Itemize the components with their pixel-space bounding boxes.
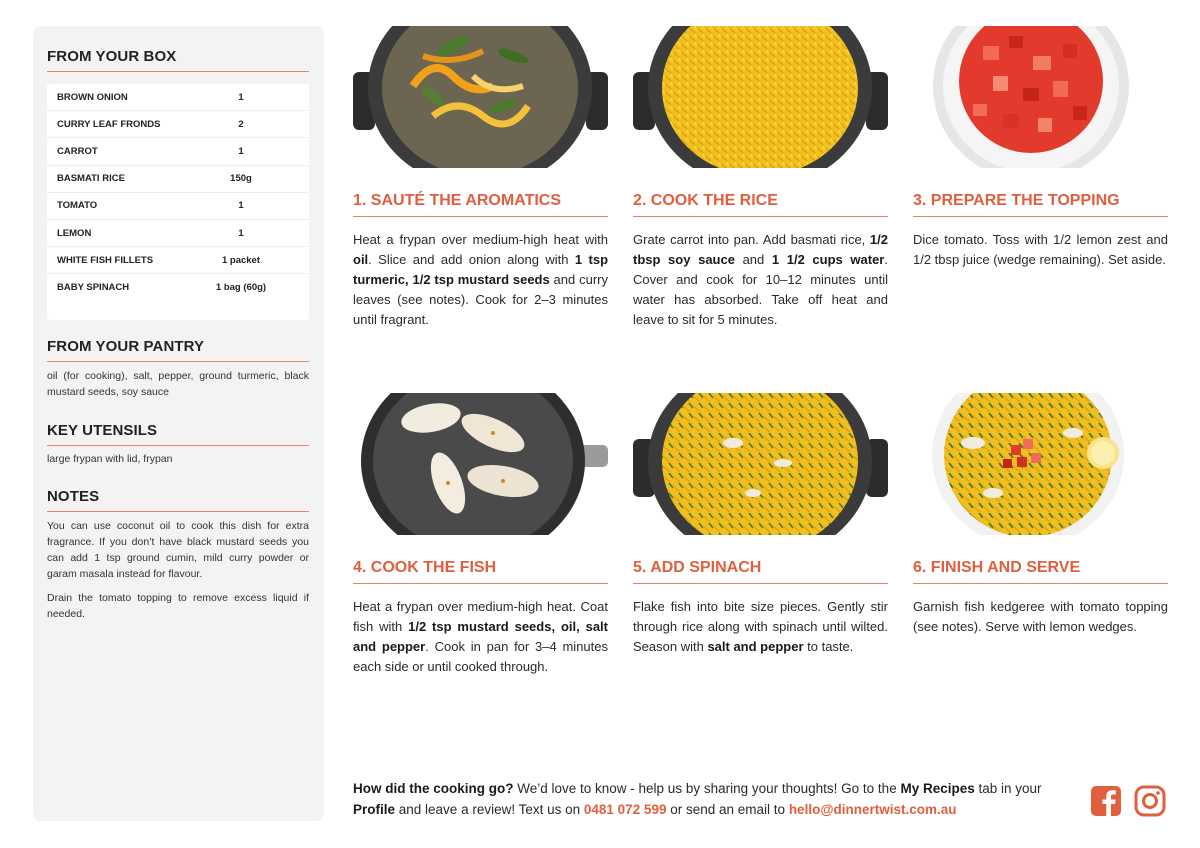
step-3-title: 3. PREPARE THE TOPPING <box>913 192 1168 217</box>
ingredient-row <box>47 166 309 193</box>
pantry-text: oil (for cooking), salt, pepper, ground turmeric, black mustard seeds, soy sauce <box>47 370 309 398</box>
step-6-body: Garnish fish kedgeree with tomato topping (see notes). Serve with lemon wedges. <box>913 599 1168 634</box>
ingredient-name: WHITE FISH FILLETS <box>57 254 154 266</box>
ingredient-qty: 150g <box>230 173 252 185</box>
notes-paragraph: Drain the tomato topping to remove excess liquid if needed. <box>47 592 309 620</box>
step-2-title: 2. COOK THE RICE <box>633 192 888 217</box>
facebook-icon[interactable] <box>1090 785 1122 817</box>
ingredient-row <box>47 193 309 220</box>
step-4-title: 4. COOK THE FISH <box>353 559 608 584</box>
step-2-body: Grate carrot into pan. Add basmati rice, 1/2 tbsp soy sauce and 1 1/2 cups water. Cover and cook for 10–12 minutes until water has absorbed. Take off heat and leave to sit for 5 minutes. <box>633 232 888 327</box>
ingredient-name: LEMON <box>57 227 92 239</box>
sidebar <box>33 26 324 821</box>
feedback-footer: How did the cooking go? We’d love to know - help us by sharing your thoughts! Go to the My Recipes tab in your Profile and leave a review! Text us on 0481 072 599 or send an email to hello@dinnertwist.com.au <box>353 781 1042 817</box>
ingredients-table <box>47 84 309 320</box>
step-5-body: Flake fish into bite size pieces. Gently stir through rice along with spinach until wilted. Season with salt and pepper to taste. <box>633 599 888 654</box>
ingredient-qty: 1 <box>238 145 244 157</box>
ingredient-row <box>47 138 309 165</box>
email-link[interactable]: hello@dinnertwist.com.au <box>788 802 957 817</box>
ingredient-name: TOMATO <box>57 200 98 212</box>
step-1-title: 1. SAUTÉ THE AROMATICS <box>353 192 608 217</box>
utensils-text: large frypan with lid, frypan <box>47 453 173 465</box>
step-4-body: Heat a frypan over medium-high heat. Coat fish with 1/2 tsp mustard seeds, oil, salt and pepper. Cook in pan for 3–4 minutes each side or until cooked through. <box>353 599 608 674</box>
step-1-body: Heat a frypan over medium-high heat with oil. Slice and add onion along with 1 tsp turmeric, 1/2 tsp mustard seeds and curry leaves (see notes). Cook for 2–3 minutes until fragrant. <box>353 232 609 327</box>
ingredient-name: BROWN ONION <box>57 91 128 103</box>
key-utensils-heading: KEY UTENSILS <box>47 422 309 446</box>
step-5-photo <box>633 393 888 535</box>
ingredient-name: BABY SPINACH <box>57 281 130 293</box>
step-3-photo <box>913 26 1168 168</box>
ingredient-qty: 2 <box>238 118 244 130</box>
from-your-box-heading: FROM YOUR BOX <box>47 48 309 72</box>
ingredient-name: CARROT <box>57 145 98 157</box>
step-3-body: Dice tomato. Toss with 1/2 lemon zest and 1/2 tbsp juice (wedge remaining). Set aside. <box>913 232 1168 267</box>
phone-number[interactable]: 0481 072 599 <box>583 802 667 817</box>
feedback-question: How did the cooking go? <box>353 781 514 796</box>
notes-paragraph: You can use coconut oil to cook this dish for extra fragrance. If you don’t have black mustard seeds you can add 1 tsp ground cumin, mild curry powder or garam masala instead for flavour. <box>47 520 309 580</box>
step-5-title: 5. ADD SPINACH <box>633 559 888 584</box>
ingredient-name: BASMATI RICE <box>57 173 125 185</box>
from-your-pantry-heading: FROM YOUR PANTRY <box>47 338 309 362</box>
step-1-photo <box>353 26 608 168</box>
ingredient-qty: 1 <box>238 91 244 103</box>
ingredient-name: CURRY LEAF FRONDS <box>57 118 161 130</box>
ingredient-row <box>47 84 309 111</box>
ingredient-row <box>47 247 309 274</box>
ingredient-row <box>47 220 309 247</box>
step-6-photo <box>913 393 1168 535</box>
ingredient-qty: 1 bag (60g) <box>215 281 267 293</box>
ingredient-qty: 1 <box>238 200 244 212</box>
ingredient-row <box>47 274 309 300</box>
ingredient-qty: 1 <box>238 227 244 239</box>
step-2-photo <box>633 26 888 168</box>
step-6-title: 6. FINISH AND SERVE <box>913 559 1168 584</box>
notes-text <box>47 518 309 630</box>
notes-heading: NOTES <box>47 488 309 512</box>
instagram-icon[interactable] <box>1134 785 1166 817</box>
step-4-photo <box>353 393 608 535</box>
ingredient-qty: 1 packet <box>221 254 261 266</box>
ingredient-row <box>47 111 309 138</box>
